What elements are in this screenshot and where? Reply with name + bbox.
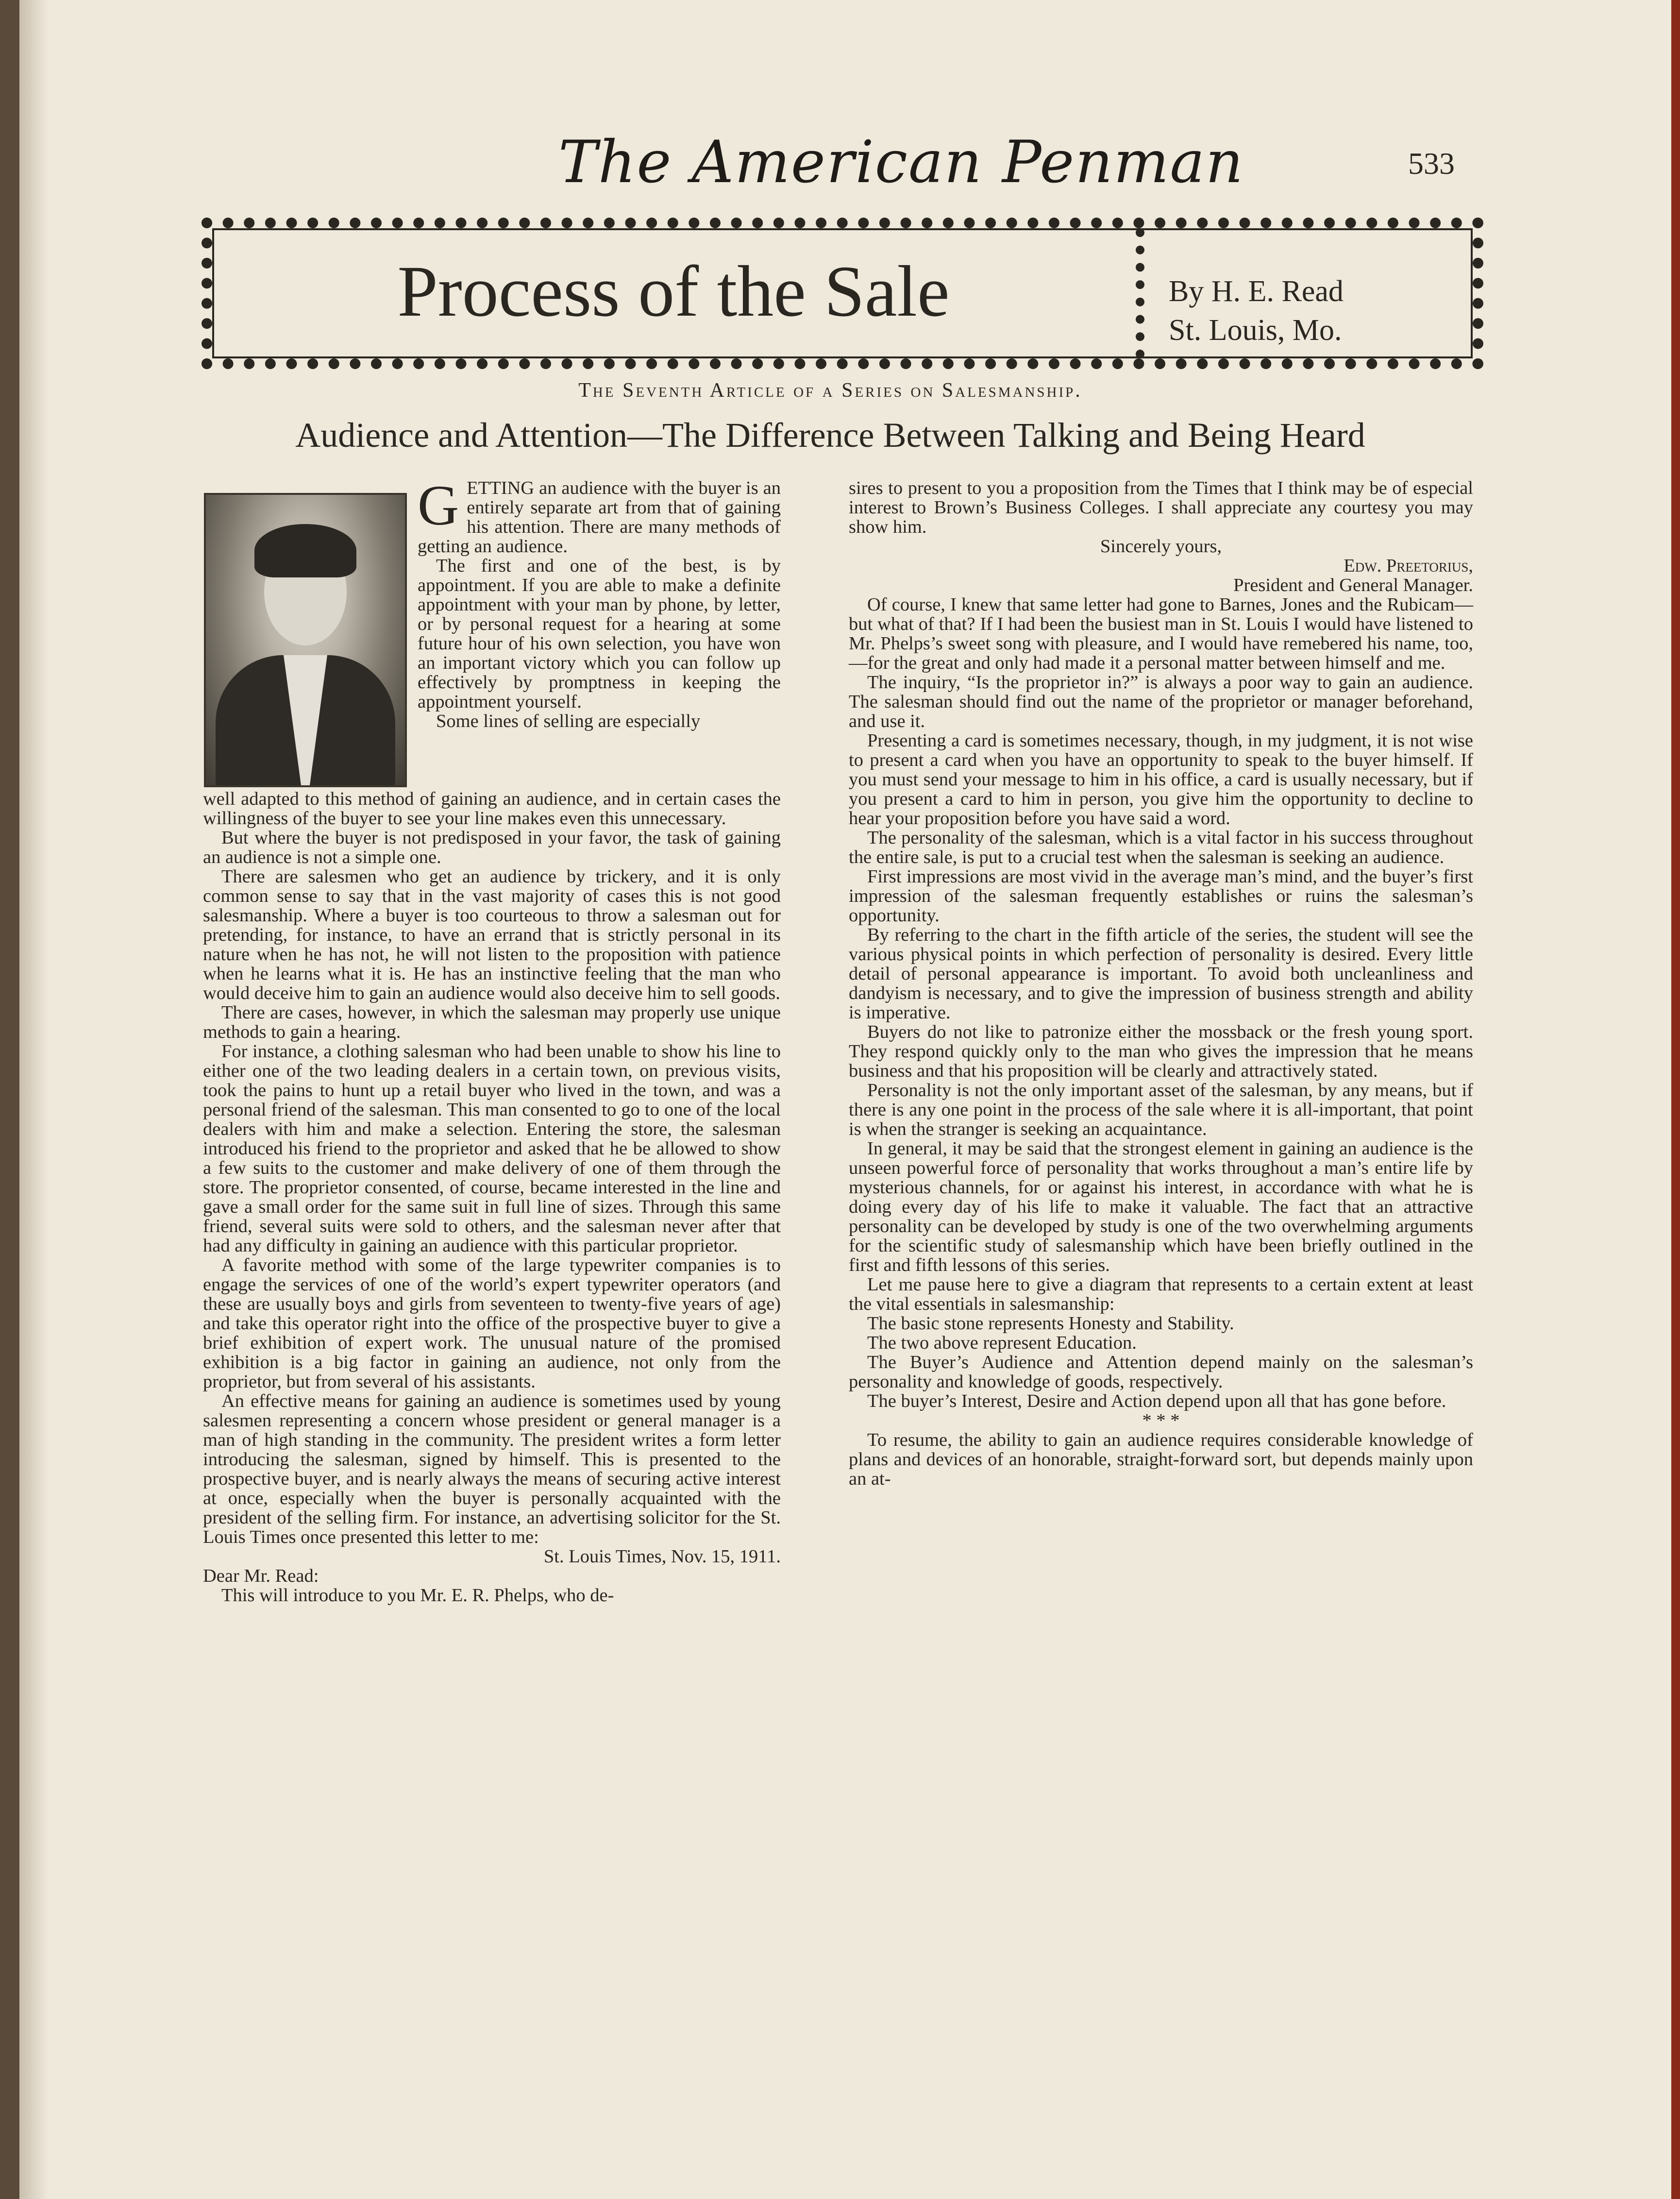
paragraph-text: In general, it may be said that the strongest element in gaining an audience is the unseen powerful force of personality that works throughout a man’s entire life by mysterious channels, for or against his interest, in accordance with what he is doing every day of his life to make it valuable. The fact that an attractive personality can be developed by study is one of the two overwhelming arguments for the scientific study of salesmanship which have been briefly outlined in the first and fifth lessons of this series.: [849, 1138, 1473, 1275]
paragraph: [849, 1139, 1473, 1275]
paragraph-text: Dear Mr. Read:: [203, 1566, 319, 1586]
paragraph: [203, 1003, 781, 1042]
paragraph-text: well adapted to this method of gaining an audience, and in certain cases the willingness of the buyer to see your line makes even this unnecessary.: [203, 789, 781, 829]
paragraph: [849, 925, 1473, 1022]
paragraph-text: ETTING an audience with the buyer is an entirely separate art from that of gaining his attention. There are many methods of getting an audience.: [418, 478, 781, 557]
paragraph: [849, 1314, 1473, 1333]
paragraph: [203, 1566, 781, 1586]
paragraph-text: Buyers do not like to patronize either the mossback or the fresh young sport. They respond quickly only to the man who gives the impression that he means business and that his proposition will be clearly and attractively stated.: [849, 1022, 1473, 1081]
paragraph: [849, 731, 1473, 828]
portrait-hair: [254, 524, 356, 577]
paragraph-text: First impressions are most vivid in the average man’s mind, and the buyer’s first impression of the salesman frequently establishes or ruins the salesman’s opportunity.: [849, 866, 1473, 926]
paragraph: [849, 673, 1473, 731]
paragraph-text: This will introduce to you Mr. E. R. Phelps, who de-: [221, 1585, 614, 1606]
paragraph-text: Personality is not the only important asset of the salesman, by any means, but if there is any one point in the process of the sale where it is all-important, that point is when the stranger is seeking an acquaintance.: [849, 1080, 1473, 1139]
paragraph-text: sires to present to you a proposition from the Times that I think may be of especial interest to Brown’s Business Colleges. I shall appreciate any courtesy you may show him.: [849, 478, 1473, 537]
paragraph: [849, 1333, 1473, 1353]
paragraph-text: Sincerely yours,: [1100, 536, 1222, 557]
article-title: Process of the Sale: [397, 251, 950, 332]
paragraph-text: There are cases, however, in which the salesman may properly use unique methods to gain a hearing.: [203, 1002, 781, 1042]
paragraph: [849, 1353, 1473, 1391]
paragraph: [849, 595, 1473, 673]
column-1-bottom: [203, 789, 781, 1605]
paragraph-text: The Buyer’s Audience and Attention depend mainly on the salesman’s personality and knowledge of goods, respectively.: [849, 1352, 1473, 1392]
paragraph: [849, 828, 1473, 867]
paragraph-text: Of course, I knew that same letter had gone to Barnes, Jones and the Rubicam—but what of that? If I had been the busiest man in St. Louis I would have listened to Mr. Phelps’s sweet song with pleasure, and I would have remebered his name, too,—for the great and only had made it a personal matter between himself and me.: [849, 594, 1473, 673]
paragraph-text: A favorite method with some of the large typewriter companies is to engage the services of one of the world’s expert typewriter operators (and these are usually boys and girls from seventeen to twenty-five years of age) and take this operator right into the office of the prospective buyer to give a brief exhibition of expert work. The unusual nature of the promised exhibition is a big factor in gaining an audience, not only from the proprietor, but from several of his assistants.: [203, 1255, 781, 1392]
page-number: 533: [1408, 146, 1455, 181]
paragraph: [418, 556, 781, 711]
article-subtitle: Audience and Attention—The Difference Between Talking and Being Heard: [295, 416, 1365, 455]
paragraph: [849, 1081, 1473, 1139]
page-gutter: [19, 0, 49, 2199]
author-portrait: [204, 493, 407, 787]
paragraph-text: By referring to the chart in the fifth article of the series, the student will see the various physical points in which perfection of personality is desired. Every little detail of personal appearance is important. To avoid both uncleanliness and dandyism is necessary, and to give the impression of business strength and ability is imperative.: [849, 925, 1473, 1023]
paragraph: [418, 474, 781, 557]
paragraph: [203, 867, 781, 1003]
paragraph: [849, 1430, 1473, 1489]
paragraph: [849, 867, 1473, 925]
paragraph-text: St. Louis Times, Nov. 15, 1911.: [543, 1546, 781, 1567]
paragraph-text: The two above represent Education.: [867, 1333, 1137, 1353]
title-box: [202, 218, 1483, 369]
paragraph: [849, 556, 1473, 575]
book-edge: [1671, 0, 1680, 2199]
paragraph: [849, 1391, 1473, 1411]
paragraph: [203, 1586, 781, 1605]
paragraph-text: For instance, a clothing salesman who had been unable to show his line to either one of the two leading dealers in a certain town, on previous visits, took the pains to hunt up a retail buyer who lived in the town, and was a personal friend of the salesman. This man consented to go to one of the local dealers with him and make a selection. Entering the store, the salesman introduced his friend to the proprietor and asked that he be allowed to show a few suits to the customer and make delivery of one of them through the store. The proprietor consented, of course, became interested in the line and gave a small order for the same suit in full line of sizes. Through this same friend, several suits were sold to others, and the salesman never after that had any difficulty in gaining an audience with this particular proprietor.: [203, 1041, 781, 1256]
paragraph-text: Some lines of selling are especially: [436, 711, 701, 731]
paragraph: [203, 789, 781, 828]
paragraph: [203, 1042, 781, 1255]
series-line: The Seventh Article of a Series on Salesmanship.: [578, 379, 1082, 402]
paragraph: [203, 1391, 781, 1547]
paragraph-text: There are salesmen who get an audience by trickery, and it is only common sense to say that in the vast majority of cases this is not good salesmanship. Where a buyer is too courteous to throw a salesman out for pretending, for instance, to have an errand that is strictly personal in its nature when he has not, he will not listen to the proposition with patience when he learns what it is. He has an instinctive feeling that the man who would deceive him to gain an audience would also deceive him to sell goods.: [203, 866, 781, 1003]
paragraph-text: The personality of the salesman, which is a vital factor in his success throughout the entire sale, is put to a crucial test when the salesman is seeking an audience.: [849, 828, 1473, 867]
paragraph: [203, 1547, 781, 1566]
byline-name: By H. E. Read: [1169, 275, 1344, 308]
title-box-divider: [1136, 228, 1144, 358]
paragraph-text: President and General Manager.: [1233, 575, 1473, 595]
column-1-top: [418, 474, 781, 731]
paragraph-text: Edw. Preetorius,: [1344, 556, 1473, 576]
paragraph: [849, 478, 1473, 537]
paragraph-text: The inquiry, “Is the proprietor in?” is always a poor way to gain an audience. The salesman should find out the name of the proprietor or manager beforehand, and use it.: [849, 672, 1473, 731]
paragraph: [849, 1411, 1473, 1430]
masthead: The American Penman: [558, 129, 1244, 196]
paragraph: [849, 1022, 1473, 1081]
paragraph: [849, 1275, 1473, 1314]
paragraph-text: Let me pause here to give a diagram that represents to a certain extent at least the vital essentials in salesmanship:: [849, 1274, 1473, 1314]
paragraph-text: * * *: [1142, 1410, 1180, 1431]
paragraph-text: But where the buyer is not predisposed in your favor, the task of gaining an audience is not a simple one.: [203, 828, 781, 867]
paragraph-text: The basic stone represents Honesty and Stability.: [867, 1313, 1234, 1334]
paragraph: [418, 711, 781, 731]
paragraph: [849, 575, 1473, 595]
column-2: [849, 478, 1473, 1489]
paragraph-text: The first and one of the best, is by appointment. If you are able to make a definite appointment with your man by phone, by letter, or by personal request for a hearing at some future hour of his own selection, you have won an important victory which you can follow up effectively by promptness in keeping the appointment yourself.: [418, 556, 781, 712]
paragraph-text: Presenting a card is sometimes necessary, though, in my judgment, it is not wise to present a card when you have an opportunity to speak to the buyer himself. If you must send your message to him in his office, a card is usually necessary, but if you present a card to him in person, you give him the opportunity to decline to hear your proposition before you have said a word.: [849, 730, 1473, 829]
paragraph-text: The buyer’s Interest, Desire and Action depend upon all that has gone before.: [867, 1391, 1446, 1411]
paragraph: [849, 537, 1473, 556]
byline: [1169, 272, 1344, 350]
paragraph: [203, 1255, 781, 1391]
paragraph: [203, 828, 781, 867]
paragraph-text: An effective means for gaining an audience is sometimes used by young salesmen representing a concern whose president or general manager is a man of high standing in the community. The president writes a form letter introducing the salesman, signed by himself. This is presented to the prospective buyer, and is nearly always the means of securing active interest at once, especially when the buyer is personally acquainted with the president of the selling firm. For instance, an advertising solicitor for the St. Louis Times once presented this letter to me:: [203, 1391, 781, 1547]
drop-cap: G: [418, 474, 459, 537]
byline-place: St. Louis, Mo.: [1169, 314, 1342, 347]
paragraph-text: To resume, the ability to gain an audience requires considerable knowledge of plans and devices of an honorable, straight-forward sort, but depends mainly upon an at-: [849, 1430, 1473, 1489]
